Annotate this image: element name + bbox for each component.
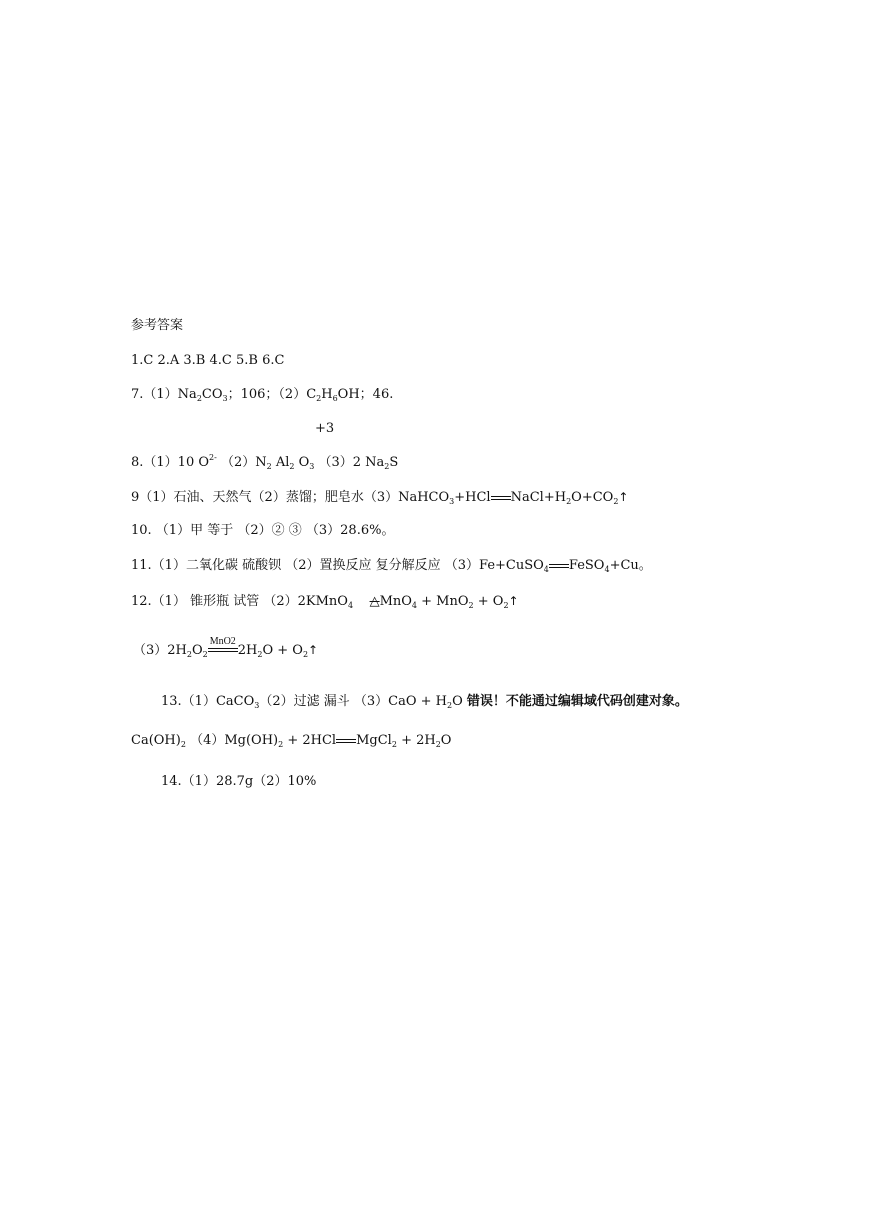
valence-mark: +3 <box>315 421 335 436</box>
answer-10: 10. （1）甲 等于 （2）② ③ （3）28.6%。 <box>131 523 395 538</box>
heating-symbol: △ <box>369 594 380 609</box>
catalyst-condition: MnO2 <box>208 647 238 660</box>
answer-13: 13.（1）CaCO$_3$（2）过滤 漏斗 $(3)CaO + H_2O$ 错误！不能通过编辑域代码创建对象。 <box>161 694 688 710</box>
answer-7: $7.(1)Na_2CO_3$；106；$(2)C_2H_6OH$；46. <box>131 387 394 403</box>
answer-11: 11.（1）二氧化碳 硫酸钡 （2）置换反应 复分解反应 （3）Fe+CuSO$_4$ FeSO$_4$+Cu。 <box>131 558 652 574</box>
field-code-error: 错误！不能通过编辑域代码创建对象。 <box>466 694 688 709</box>
equals-sign <box>549 562 569 570</box>
equals-sign <box>491 494 511 502</box>
gas-arrow-icon: ↑ <box>618 490 629 504</box>
answer-12: 12.（1） 锥形瓶 试管 （2）2KMnO$_4$ △MnO$_4$ + $MnO_2 + O_2↑$ <box>131 594 519 610</box>
equals-sign <box>336 737 356 745</box>
page-title: 参考答案 <box>131 318 184 333</box>
answer-14: 14.（1）28.7g（2）10% <box>161 774 317 789</box>
answer-8: 8.（1）10 $O^{2-}$ $(2)N_2$ $Al_2$ $O_3$ （3）2 $Na_2S$ <box>131 453 399 471</box>
answer-9: 9（1）石油、天然气（2）蒸馏；肥皂水（3）NaHCO$_3$+HCl $NaCl+H_2O+CO_2↑$ <box>131 490 629 506</box>
answer-line-1-6: 1.C 2.A 3.B 4.C 5.B 6.C <box>131 353 285 368</box>
gas-arrow-icon: ↑ <box>508 594 519 608</box>
gas-arrow-icon: ↑ <box>308 643 319 657</box>
answer-13-cont: $Ca(OH)_2$ $(4)Mg(OH)_2 + 2HCl$ MgCl$_2$ + $2H_2O$ <box>131 733 452 749</box>
answer-12-part3: $(3)2H_2O_2$ MnO2 $2H_2O$ + $O_2↑$ <box>133 636 319 659</box>
